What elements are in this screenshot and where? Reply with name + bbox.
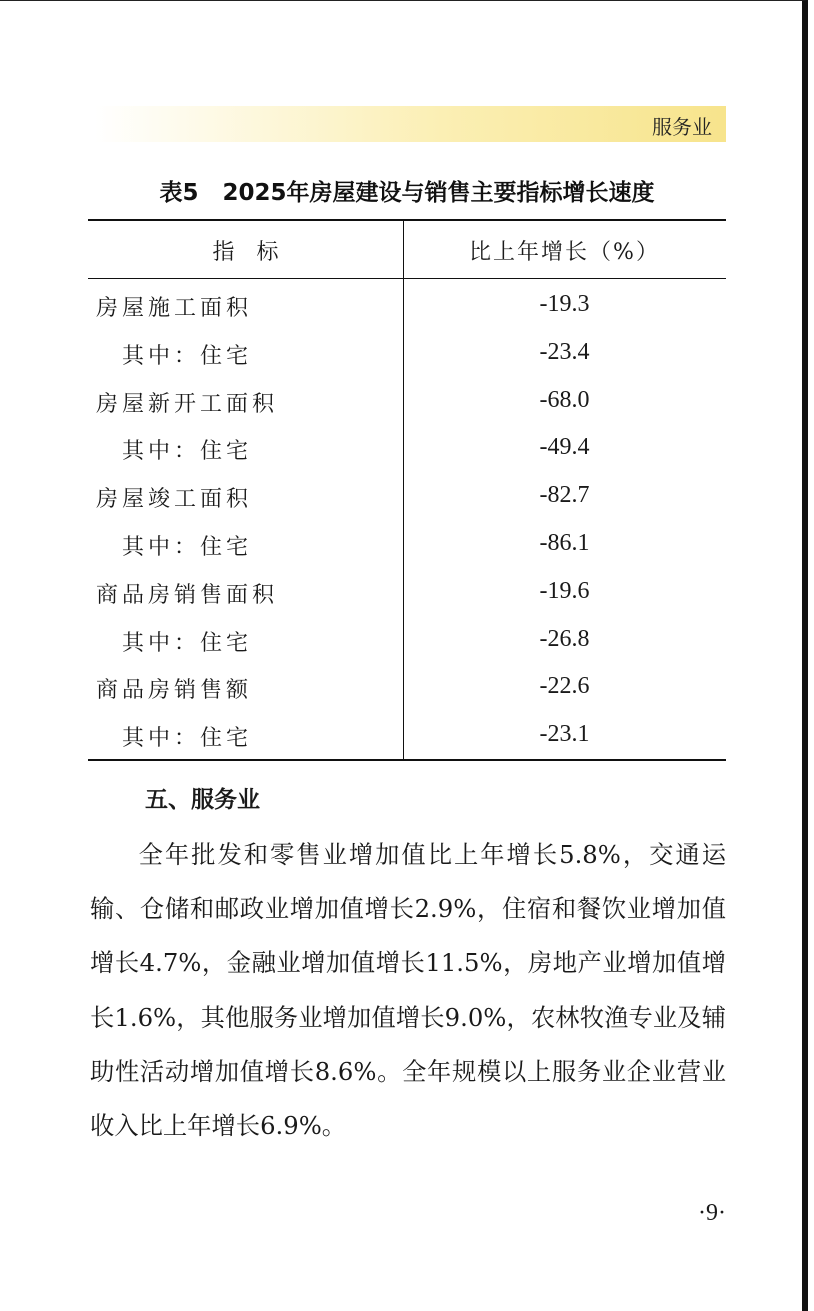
row-value: -82.7 [539, 482, 590, 509]
table-row [88, 717, 726, 765]
page-number: ·9· [698, 1200, 726, 1226]
table-row [88, 622, 726, 670]
row-label: 其中：住宅 [122, 630, 253, 656]
row-label: 房屋新开工面积 [96, 391, 279, 417]
table-number: 表5 [159, 180, 199, 206]
row-value: -23.4 [539, 338, 590, 365]
section-header-band [95, 106, 726, 142]
section-header-label: 服务业 [652, 115, 712, 139]
row-label: 其中：住宅 [122, 343, 253, 369]
row-label: 房屋施工面积 [96, 296, 253, 321]
row-label: 其中：住宅 [122, 726, 253, 752]
row-value: -22.6 [539, 673, 590, 700]
table-row [88, 526, 726, 574]
table-title [88, 174, 726, 207]
row-value: -49.4 [539, 434, 590, 461]
row-label: 其中：住宅 [122, 439, 253, 465]
table-body [88, 287, 726, 765]
row-label: 其中：住宅 [122, 534, 253, 560]
table-title-text: 2025年房屋建设与销售主要指标增长速度 [222, 180, 655, 206]
header-change: 比上年增长（%） [469, 240, 660, 265]
row-value: -19.6 [539, 577, 590, 604]
row-value: -26.8 [539, 625, 590, 652]
row-label: 商品房销售面积 [96, 582, 279, 608]
table-header [88, 221, 726, 279]
section-heading: 五、服务业 [145, 787, 260, 813]
table-row [88, 335, 726, 383]
row-value: -19.3 [539, 291, 590, 317]
table-row [88, 430, 726, 478]
table-row [88, 383, 726, 431]
row-label: 房屋竣工面积 [96, 487, 253, 513]
body-paragraph: 全年批发和零售业增加值比上年增长5.8%，交通运输、仓储和邮政业增加值增长2.9%，住宿和餐饮业增加值增长4.7%，金融业增加值增长11.5%，房地产业增加值增长1.6%，其他服务业增加值增长9.0%，农林牧渔专业及辅助性活动增加值增长8.6%。全年规模以上服务业企业营业收入比上年增长6.9%。 [90, 840, 726, 1141]
row-label: 商品房销售额 [96, 678, 253, 704]
table-row [88, 669, 726, 717]
table-row [88, 287, 726, 335]
row-value: -86.1 [539, 529, 590, 556]
table-row [88, 478, 726, 526]
header-indicator: 指标 [212, 240, 301, 265]
table-row [88, 574, 726, 622]
data-table [88, 219, 726, 761]
row-value: -68.0 [539, 386, 590, 413]
row-value: -23.1 [539, 721, 590, 748]
